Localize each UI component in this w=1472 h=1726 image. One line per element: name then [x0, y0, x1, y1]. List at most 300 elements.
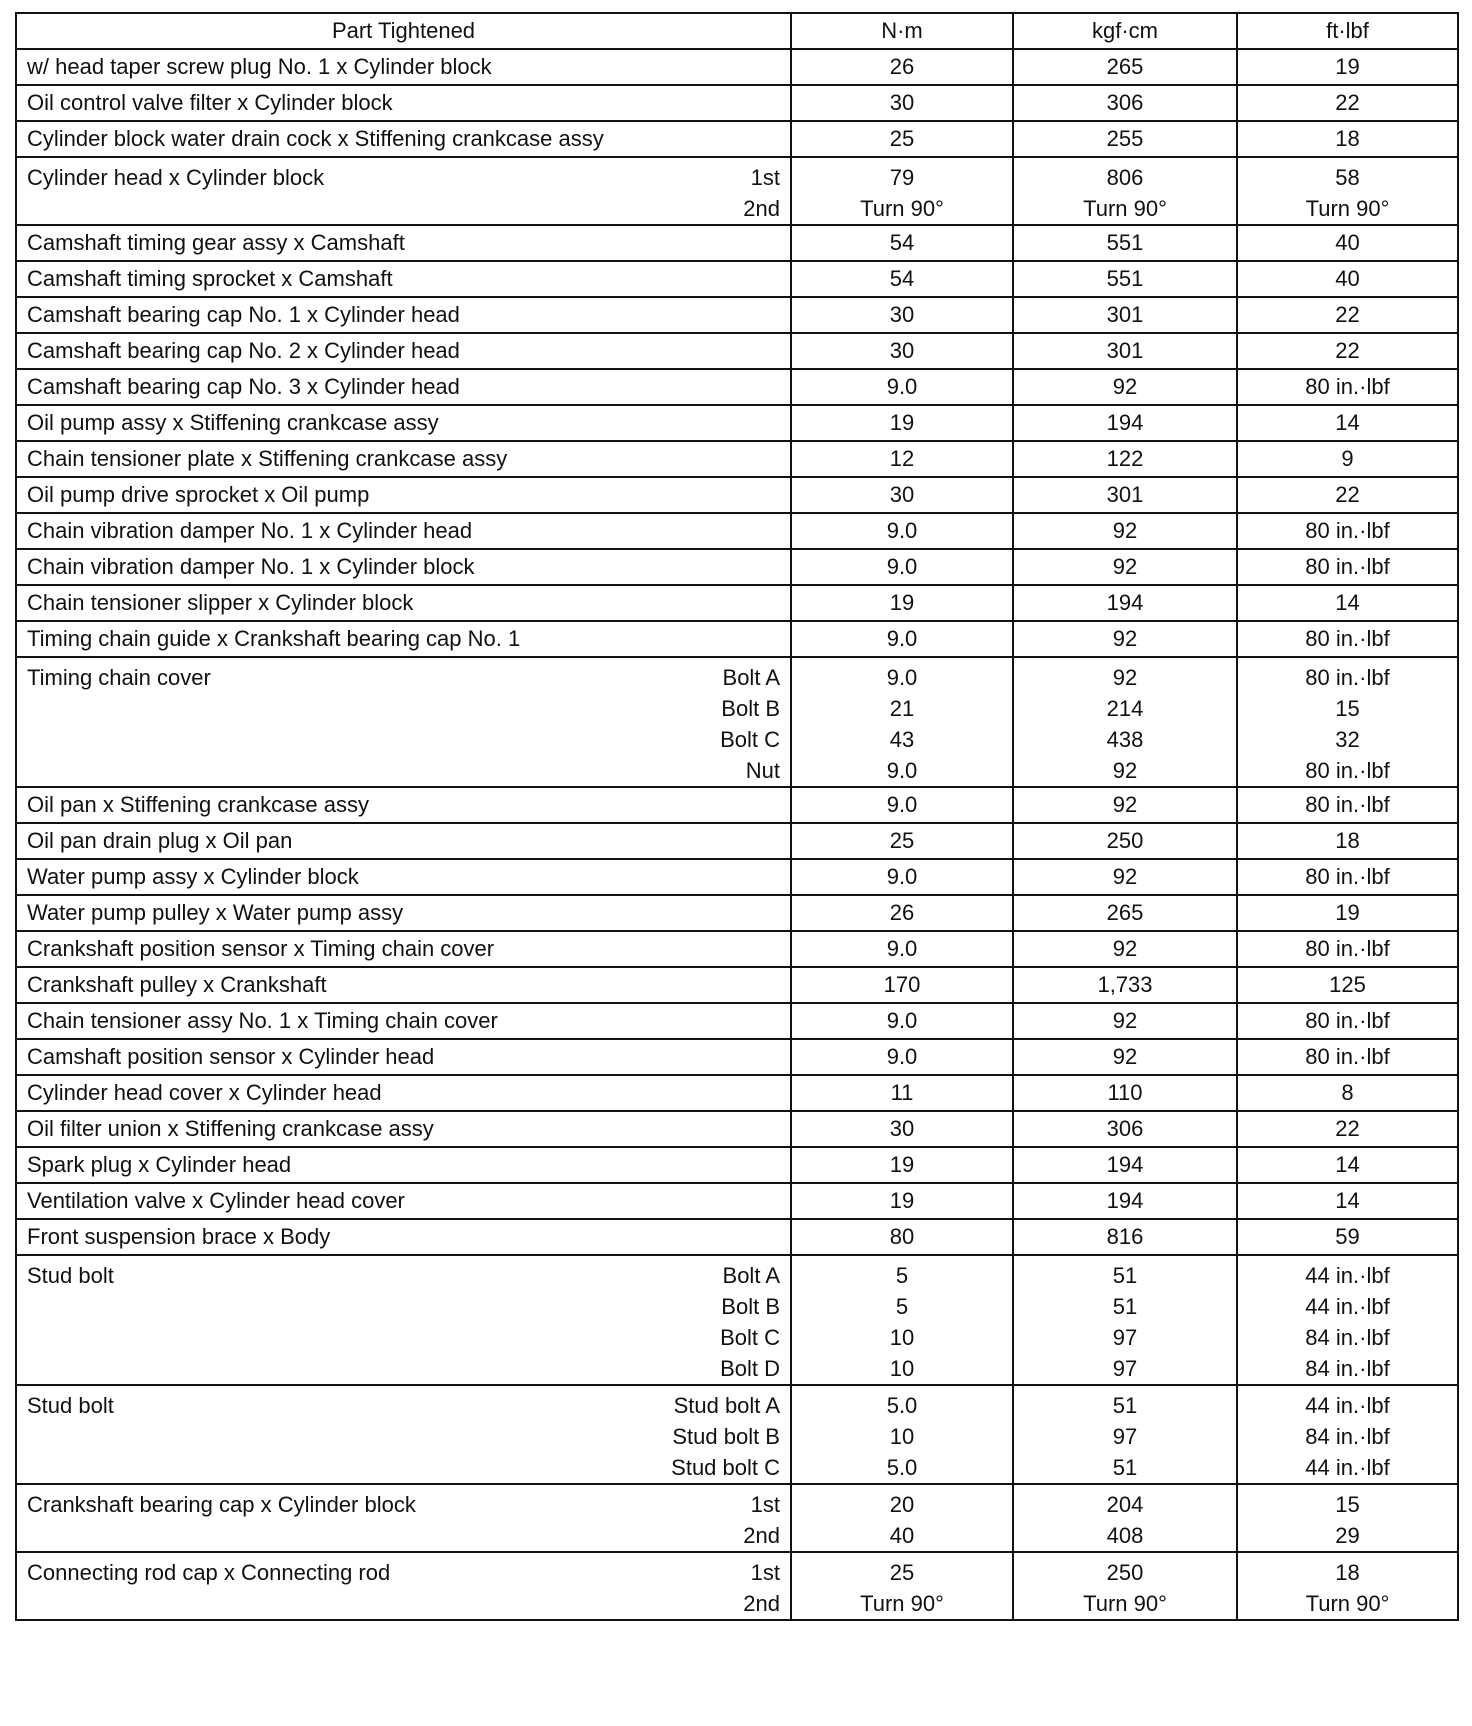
ft-cell — [1237, 1147, 1458, 1183]
ft-cell — [1237, 621, 1458, 657]
value-text: 80 in.·lbf — [1305, 626, 1390, 651]
value-text: 92 — [1112, 518, 1138, 543]
part-name: Oil filter union x Stiffening crankcase assy — [27, 1116, 434, 1141]
sub-label: Bolt B — [721, 1294, 780, 1319]
value-text: 92 — [1112, 758, 1138, 783]
value-text: 265 — [1106, 900, 1144, 925]
ft-cell — [1237, 261, 1458, 297]
value-text: 8 — [1341, 1080, 1354, 1105]
sub-label: Bolt C — [720, 1325, 780, 1350]
header-nm: N·m — [791, 13, 1013, 49]
value-text: 80 — [889, 1224, 915, 1249]
part-sub-labels — [671, 1390, 780, 1483]
ft-cell — [1237, 1111, 1458, 1147]
value-text: 19 — [889, 590, 915, 615]
sub-label: 1st — [750, 1560, 780, 1585]
kgf-cell — [1013, 1183, 1237, 1219]
value-text: 9.0 — [886, 1044, 918, 1069]
value-text: 5 — [895, 1263, 909, 1288]
value-text: 54 — [889, 266, 915, 291]
value-text: 80 in.·lbf — [1305, 936, 1390, 961]
value-text: 84 in.·lbf — [1305, 1424, 1390, 1449]
kgf-cell — [1013, 621, 1237, 657]
kgf-cell — [1013, 1039, 1237, 1075]
value-text: 30 — [889, 338, 915, 363]
kgf-cell — [1013, 121, 1237, 157]
value-text: 84 in.·lbf — [1305, 1356, 1390, 1381]
part-cell — [16, 1484, 791, 1552]
table-row — [16, 513, 1458, 549]
table-row — [16, 859, 1458, 895]
table-row — [16, 441, 1458, 477]
kgf-cell — [1013, 513, 1237, 549]
table-row — [16, 787, 1458, 823]
table-row — [16, 85, 1458, 121]
value-text: 9.0 — [886, 1008, 918, 1033]
table-row — [16, 369, 1458, 405]
value-text: 301 — [1106, 338, 1144, 363]
value-text: 79 — [889, 165, 915, 190]
value-text: 551 — [1106, 266, 1144, 291]
value-text: 11 — [890, 1080, 914, 1105]
nm-cell — [791, 441, 1013, 477]
value-text: 5.0 — [886, 1455, 918, 1480]
nm-cell — [791, 787, 1013, 823]
ft-cell — [1237, 1219, 1458, 1255]
value-text: 15 — [1335, 696, 1360, 721]
value-text: 40 — [889, 1523, 915, 1548]
sub-label: 2nd — [743, 196, 780, 221]
value-text: 551 — [1106, 230, 1144, 255]
nm-cell — [791, 261, 1013, 297]
value-text: 194 — [1106, 410, 1144, 435]
part-cell — [16, 621, 791, 657]
value-text: 15 — [1335, 1492, 1360, 1517]
sub-label: Bolt D — [720, 1356, 780, 1381]
kgf-cell — [1013, 549, 1237, 585]
value-text: 22 — [1335, 1116, 1360, 1141]
part-name: Oil pan drain plug x Oil pan — [27, 828, 293, 853]
part-name: Oil control valve filter x Cylinder block — [27, 90, 393, 115]
part-cell — [16, 895, 791, 931]
ft-cell — [1237, 369, 1458, 405]
ft-cell — [1237, 787, 1458, 823]
part-name: Camshaft bearing cap No. 1 x Cylinder head — [27, 302, 460, 327]
ft-cell — [1237, 1255, 1458, 1385]
kgf-cell — [1013, 859, 1237, 895]
nm-cell — [791, 1255, 1013, 1385]
table-row — [16, 549, 1458, 585]
value-text: 170 — [883, 972, 921, 997]
nm-cell — [791, 967, 1013, 1003]
kgf-cell — [1013, 261, 1237, 297]
ft-cell — [1237, 1075, 1458, 1111]
part-sub-labels — [743, 1557, 780, 1619]
kgf-cell — [1013, 333, 1237, 369]
value-text: 97 — [1112, 1424, 1138, 1449]
value-text: 5 — [895, 1294, 909, 1319]
kgf-cell — [1013, 1385, 1237, 1484]
value-text: Turn 90° — [860, 1591, 944, 1616]
ft-cell — [1237, 823, 1458, 859]
table-body — [16, 49, 1458, 1620]
value-text: 18 — [1335, 126, 1360, 151]
ft-cell — [1237, 859, 1458, 895]
nm-cell — [791, 369, 1013, 405]
part-name: Camshaft bearing cap No. 3 x Cylinder head — [27, 374, 460, 399]
value-text: 44 in.·lbf — [1305, 1294, 1390, 1319]
value-text: 30 — [889, 1116, 915, 1141]
value-text: 30 — [889, 482, 915, 507]
value-text: 12 — [889, 446, 915, 471]
table-row — [16, 225, 1458, 261]
value-text: 9 — [1341, 446, 1354, 471]
value-text: 9.0 — [886, 554, 918, 579]
value-text: 19 — [889, 1188, 915, 1213]
value-text: 92 — [1112, 665, 1138, 690]
part-name: Connecting rod cap x Connecting rod — [27, 1560, 391, 1585]
torque-table — [15, 12, 1459, 1621]
value-text: 92 — [1112, 864, 1138, 889]
value-text: 59 — [1335, 1224, 1360, 1249]
table-row — [16, 1219, 1458, 1255]
nm-cell — [791, 405, 1013, 441]
ft-cell — [1237, 405, 1458, 441]
ft-cell — [1237, 1039, 1458, 1075]
value-text: 97 — [1112, 1325, 1138, 1350]
part-cell — [16, 513, 791, 549]
table-row — [16, 1183, 1458, 1219]
value-text: 18 — [1335, 828, 1360, 853]
value-text: 9.0 — [886, 936, 918, 961]
kgf-cell — [1013, 477, 1237, 513]
kgf-cell — [1013, 967, 1237, 1003]
value-text: 438 — [1106, 727, 1144, 752]
value-text: 54 — [889, 230, 915, 255]
value-text: 80 in.·lbf — [1305, 758, 1390, 783]
table-row — [16, 1385, 1458, 1484]
part-cell — [16, 967, 791, 1003]
ft-cell — [1237, 585, 1458, 621]
part-cell — [16, 585, 791, 621]
part-cell — [16, 657, 791, 787]
ft-cell — [1237, 513, 1458, 549]
value-text: 250 — [1106, 828, 1144, 853]
value-text: 25 — [889, 1560, 915, 1585]
sub-label: Stud bolt C — [671, 1455, 780, 1480]
table-row — [16, 895, 1458, 931]
table-row — [16, 657, 1458, 787]
part-cell — [16, 823, 791, 859]
value-text: 80 in.·lbf — [1305, 554, 1390, 579]
sub-label: Nut — [745, 758, 780, 783]
part-name: Cylinder block water drain cock x Stiffening crankcase assy — [27, 126, 604, 151]
sub-label: 1st — [750, 165, 780, 190]
value-text: 9.0 — [886, 374, 918, 399]
nm-cell — [791, 1385, 1013, 1484]
kgf-cell — [1013, 1111, 1237, 1147]
nm-cell — [791, 823, 1013, 859]
part-name: Oil pump drive sprocket x Oil pump — [27, 482, 370, 507]
value-text: 408 — [1106, 1523, 1144, 1548]
part-cell — [16, 333, 791, 369]
value-text: 10 — [889, 1356, 915, 1381]
value-text: Turn 90° — [1083, 196, 1167, 221]
value-text: 80 in.·lbf — [1305, 665, 1390, 690]
nm-cell — [791, 513, 1013, 549]
value-text: 80 in.·lbf — [1305, 792, 1390, 817]
kgf-cell — [1013, 895, 1237, 931]
part-name: Spark plug x Cylinder head — [27, 1152, 292, 1177]
part-cell — [16, 1255, 791, 1385]
value-text: 92 — [1112, 554, 1138, 579]
value-text: 255 — [1106, 126, 1144, 151]
sub-label: Bolt A — [722, 665, 780, 690]
value-text: 10 — [889, 1325, 915, 1350]
part-name: Water pump assy x Cylinder block — [27, 864, 359, 889]
nm-cell — [791, 931, 1013, 967]
part-name: Cylinder head cover x Cylinder head — [27, 1080, 382, 1105]
table-row — [16, 405, 1458, 441]
table-row — [16, 1039, 1458, 1075]
value-text: 14 — [1335, 1188, 1360, 1213]
part-sub-labels — [720, 1260, 780, 1384]
kgf-cell — [1013, 1219, 1237, 1255]
nm-cell — [791, 1111, 1013, 1147]
value-text: 301 — [1106, 482, 1144, 507]
value-text: 80 in.·lbf — [1305, 864, 1390, 889]
table-row — [16, 621, 1458, 657]
kgf-cell — [1013, 787, 1237, 823]
value-text: 92 — [1112, 936, 1138, 961]
value-text: 97 — [1112, 1356, 1138, 1381]
ft-cell — [1237, 657, 1458, 787]
ft-cell — [1237, 121, 1458, 157]
value-text: 22 — [1335, 482, 1360, 507]
value-text: 51 — [1112, 1263, 1138, 1288]
part-name: Cylinder head x Cylinder block — [27, 165, 325, 190]
part-name: Stud bolt — [27, 1263, 114, 1288]
value-text: 122 — [1106, 446, 1144, 471]
value-text: 194 — [1106, 1152, 1144, 1177]
ft-cell — [1237, 441, 1458, 477]
value-text: 306 — [1106, 90, 1144, 115]
ft-cell — [1237, 225, 1458, 261]
value-text: 194 — [1106, 590, 1144, 615]
value-text: 40 — [1335, 230, 1360, 255]
ft-cell — [1237, 1385, 1458, 1484]
header-row — [16, 13, 1458, 49]
part-cell — [16, 121, 791, 157]
kgf-cell — [1013, 1484, 1237, 1552]
part-cell — [16, 157, 791, 225]
ft-cell — [1237, 1552, 1458, 1620]
nm-cell — [791, 549, 1013, 585]
part-cell — [16, 369, 791, 405]
kgf-cell — [1013, 657, 1237, 787]
ft-cell — [1237, 297, 1458, 333]
table-row — [16, 261, 1458, 297]
nm-cell — [791, 49, 1013, 85]
part-name: Crankshaft bearing cap x Cylinder block — [27, 1492, 416, 1517]
part-name: Timing chain cover — [27, 665, 211, 690]
sub-label: Bolt B — [721, 696, 780, 721]
value-text: 5.0 — [886, 1393, 918, 1418]
part-cell — [16, 1147, 791, 1183]
value-text: Turn 90° — [1083, 1591, 1167, 1616]
kgf-cell — [1013, 369, 1237, 405]
kgf-cell — [1013, 931, 1237, 967]
table-row — [16, 1484, 1458, 1552]
value-text: 25 — [889, 126, 915, 151]
part-cell — [16, 85, 791, 121]
value-text: 806 — [1106, 165, 1144, 190]
table-row — [16, 585, 1458, 621]
value-text: 22 — [1335, 338, 1360, 363]
kgf-cell — [1013, 85, 1237, 121]
ft-cell — [1237, 477, 1458, 513]
part-cell — [16, 549, 791, 585]
kgf-cell — [1013, 1255, 1237, 1385]
table-row — [16, 157, 1458, 225]
value-text: 301 — [1106, 302, 1144, 327]
part-cell — [16, 1385, 791, 1484]
value-text: 44 in.·lbf — [1305, 1455, 1390, 1480]
part-cell — [16, 1003, 791, 1039]
kgf-cell — [1013, 1003, 1237, 1039]
nm-cell — [791, 121, 1013, 157]
table-row — [16, 49, 1458, 85]
sub-label: Bolt C — [720, 727, 780, 752]
value-text: 1,733 — [1097, 972, 1153, 997]
value-text: 22 — [1335, 90, 1360, 115]
nm-cell — [791, 657, 1013, 787]
value-text: 9.0 — [886, 864, 918, 889]
part-cell — [16, 1111, 791, 1147]
value-text: 43 — [889, 727, 915, 752]
ft-cell — [1237, 1484, 1458, 1552]
kgf-cell — [1013, 49, 1237, 85]
value-text: 110 — [1107, 1080, 1143, 1105]
kgf-cell — [1013, 1147, 1237, 1183]
value-text: 58 — [1335, 165, 1360, 190]
value-text: 80 in.·lbf — [1305, 1044, 1390, 1069]
part-cell — [16, 49, 791, 85]
part-name: Timing chain guide x Crankshaft bearing cap No. 1 — [27, 626, 521, 651]
nm-cell — [791, 1484, 1013, 1552]
value-text: 20 — [889, 1492, 915, 1517]
kgf-cell — [1013, 1075, 1237, 1111]
part-name: Water pump pulley x Water pump assy — [27, 900, 404, 925]
value-text: 30 — [889, 90, 915, 115]
value-text: 19 — [1335, 900, 1360, 925]
header-ft: ft·lbf — [1237, 13, 1458, 49]
value-text: 250 — [1106, 1560, 1144, 1585]
kgf-cell — [1013, 225, 1237, 261]
part-name: Crankshaft pulley x Crankshaft — [27, 972, 327, 997]
value-text: Turn 90° — [1305, 1591, 1390, 1616]
value-text: 19 — [1335, 54, 1360, 79]
part-name: Chain vibration damper No. 1 x Cylinder head — [27, 518, 473, 543]
part-cell — [16, 477, 791, 513]
value-text: 9.0 — [886, 758, 918, 783]
nm-cell — [791, 1219, 1013, 1255]
value-text: Turn 90° — [1305, 196, 1390, 221]
part-cell — [16, 859, 791, 895]
header-part: Part Tightened — [16, 13, 791, 49]
value-text: 9.0 — [886, 518, 918, 543]
part-name: Camshaft timing gear assy x Camshaft — [27, 230, 405, 255]
part-cell — [16, 261, 791, 297]
value-text: 125 — [1329, 972, 1366, 997]
table-row — [16, 931, 1458, 967]
nm-cell — [791, 157, 1013, 225]
ft-cell — [1237, 967, 1458, 1003]
table-row — [16, 823, 1458, 859]
table-row — [16, 1003, 1458, 1039]
nm-cell — [791, 1003, 1013, 1039]
value-text: 14 — [1335, 590, 1360, 615]
kgf-cell — [1013, 823, 1237, 859]
value-text: 26 — [889, 54, 915, 79]
part-name: Chain tensioner assy No. 1 x Timing chain cover — [27, 1008, 498, 1033]
nm-cell — [791, 297, 1013, 333]
value-text: 19 — [889, 1152, 915, 1177]
nm-cell — [791, 1075, 1013, 1111]
kgf-cell — [1013, 405, 1237, 441]
value-text: 21 — [889, 696, 915, 721]
part-cell — [16, 931, 791, 967]
value-text: 44 in.·lbf — [1305, 1263, 1390, 1288]
part-cell — [16, 225, 791, 261]
sub-label: Bolt A — [722, 1263, 780, 1288]
nm-cell — [791, 895, 1013, 931]
part-cell — [16, 297, 791, 333]
value-text: 19 — [889, 410, 915, 435]
nm-cell — [791, 1552, 1013, 1620]
table-row — [16, 297, 1458, 333]
value-text: 92 — [1112, 374, 1138, 399]
value-text: 51 — [1112, 1294, 1138, 1319]
ft-cell — [1237, 895, 1458, 931]
part-sub-labels — [743, 162, 780, 224]
value-text: 92 — [1112, 1044, 1138, 1069]
value-text: 265 — [1106, 54, 1144, 79]
nm-cell — [791, 859, 1013, 895]
value-text: 80 in.·lbf — [1305, 518, 1390, 543]
value-text: 25 — [889, 828, 915, 853]
sub-label: Stud bolt B — [672, 1424, 780, 1449]
table-row — [16, 1147, 1458, 1183]
ft-cell — [1237, 1003, 1458, 1039]
kgf-cell — [1013, 297, 1237, 333]
nm-cell — [791, 585, 1013, 621]
ft-cell — [1237, 1183, 1458, 1219]
part-cell — [16, 787, 791, 823]
value-text: 44 in.·lbf — [1305, 1393, 1390, 1418]
value-text: 32 — [1335, 727, 1360, 752]
kgf-cell — [1013, 1552, 1237, 1620]
sub-label: Stud bolt A — [673, 1393, 780, 1418]
sub-label: 1st — [750, 1492, 780, 1517]
part-name: Crankshaft position sensor x Timing chain cover — [27, 936, 495, 961]
value-text: 14 — [1335, 410, 1360, 435]
nm-cell — [791, 1147, 1013, 1183]
value-text: 214 — [1106, 696, 1144, 721]
value-text: 9.0 — [886, 792, 918, 817]
table-row — [16, 1255, 1458, 1385]
nm-cell — [791, 1039, 1013, 1075]
